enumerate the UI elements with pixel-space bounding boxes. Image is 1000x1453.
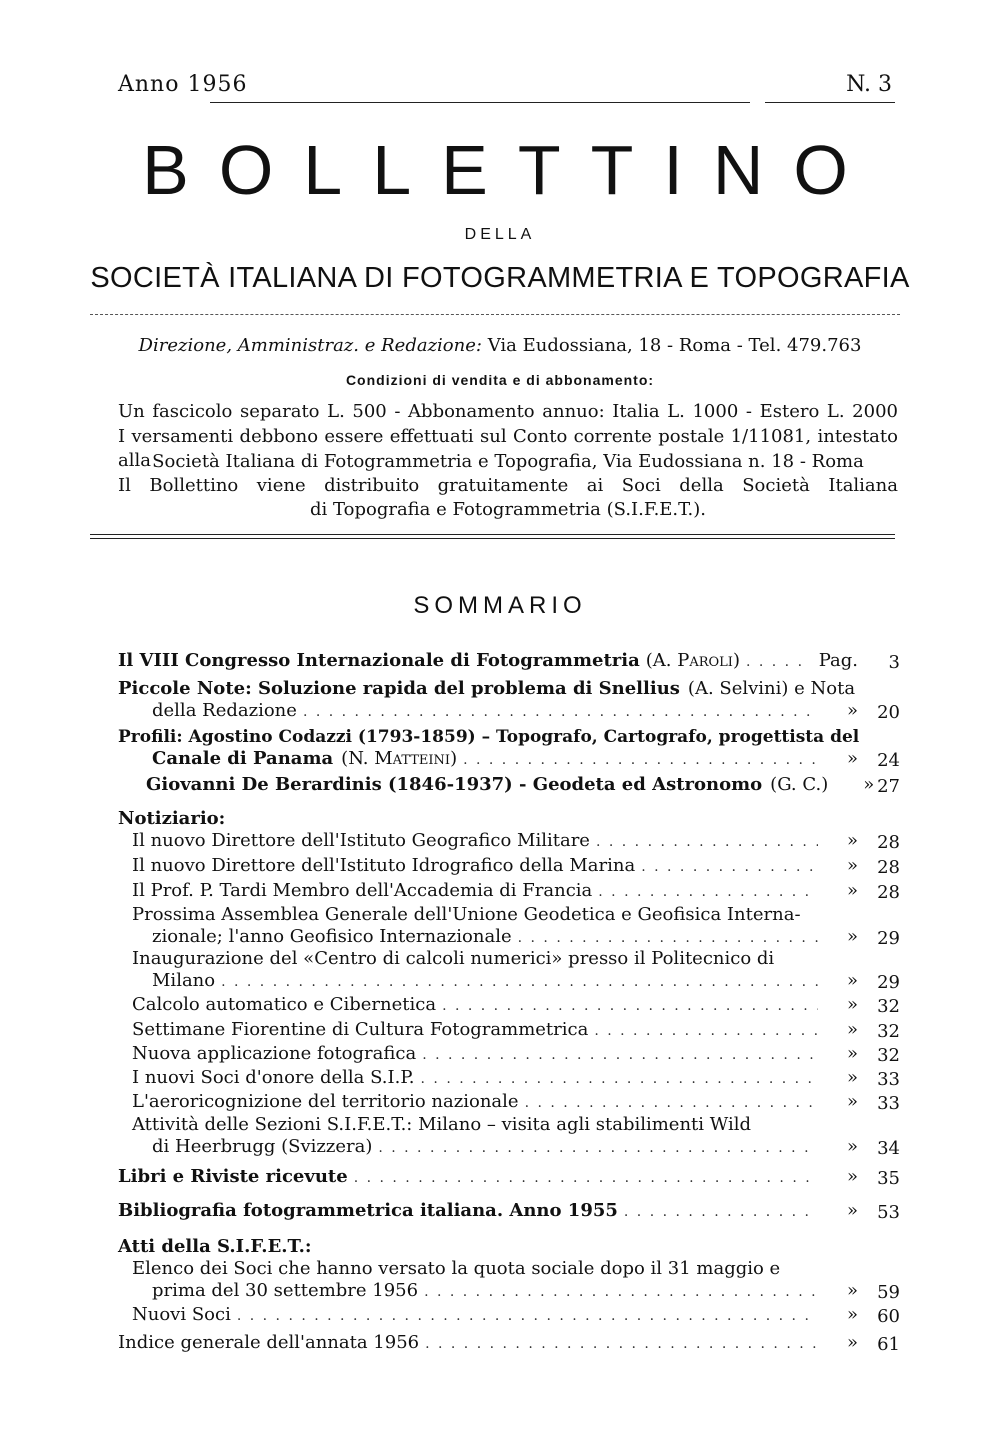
toc-entry-marker: Pag.	[818, 650, 858, 671]
toc-leader-dots	[354, 1167, 818, 1189]
toc-entry-marker: »	[846, 926, 858, 947]
toc-entry-title-cont: della Redazione	[152, 700, 297, 721]
conditions-line-4: Il Bollettino viene distribuito gratuitamente ai Soci della Società Italiana	[118, 475, 898, 496]
toc-leader-dots	[641, 856, 818, 878]
toc-entry	[132, 1258, 818, 1280]
toc-entry	[132, 855, 858, 878]
toc-page-number: 29	[877, 972, 900, 993]
toc-entry-marker: »	[846, 855, 858, 876]
toc-entry-marker: »	[846, 1019, 858, 1040]
toc-leader-dots	[378, 1137, 818, 1159]
toc-entry-author: (G. C.)	[770, 774, 829, 795]
toc-page-number: 28	[877, 832, 900, 853]
toc-entry	[132, 1043, 858, 1066]
issue-number: N. 3	[846, 72, 892, 97]
toc-leader-dots	[425, 1333, 818, 1355]
toc-entry-line	[152, 748, 858, 771]
toc-page-number: 53	[877, 1202, 900, 1223]
toc-entry-title: Calcolo automatico e Cibernetica	[132, 994, 437, 1015]
toc-entry-marker: »	[846, 1304, 858, 1325]
toc-entry	[118, 1332, 858, 1355]
toc-entry-author: (N. Matteini)	[341, 748, 458, 769]
toc-entry-marker: »	[846, 748, 858, 769]
toc-entry-title-cont: (A. Selvini) e Nota	[687, 678, 856, 699]
toc-leader-dots	[421, 1068, 818, 1090]
conditions-line-1: Un fascicolo separato L. 500 - Abbonamento annuo: Italia L. 1000 - Estero L. 2000	[118, 401, 898, 422]
toc-entry-marker: »	[846, 1136, 858, 1157]
sommario-title: SOMMARIO	[413, 592, 587, 619]
toc-entry-marker: »	[846, 1280, 858, 1301]
toc-entry-title: Indice generale dell'annata 1956	[118, 1332, 420, 1353]
conditions-line-3: Società Italiana di Fotogrammetria e Topografia, Via Eudossiana n. 18 - Roma	[152, 451, 864, 472]
toc-entry	[118, 726, 860, 748]
toc-leader-dots	[237, 1305, 818, 1327]
toc-leader-dots	[422, 1044, 818, 1066]
toc-entry-marker: »	[846, 830, 858, 851]
toc-leader-dots	[518, 927, 818, 949]
toc-leader-dots	[463, 749, 818, 771]
toc-entry-title: L'aeroricognizione del territorio nazionale	[132, 1091, 519, 1112]
toc-entry-line	[152, 1280, 858, 1303]
toc-entry-title: Il nuovo Direttore dell'Istituto Idrografico della Marina	[132, 855, 636, 876]
address-label: Direzione, Amministraz. e Redazione:	[138, 335, 482, 356]
toc-entry	[146, 774, 875, 797]
toc-entry-marker: »	[846, 1067, 858, 1088]
toc-page-number: 33	[877, 1069, 900, 1090]
address-value: Via Eudossiana, 18 - Roma - Tel. 479.763	[487, 335, 862, 356]
toc-page-number: 28	[877, 857, 900, 878]
toc-leader-dots	[424, 1281, 818, 1303]
toc-entry	[132, 1114, 818, 1136]
toc-entry-line	[152, 700, 858, 723]
toc-entry-title-cont: prima del 30 settembre 1956	[152, 1280, 419, 1301]
toc-entry-line	[152, 1136, 858, 1159]
society-name: SOCIETÀ ITALIANA DI FOTOGRAMMETRIA E TOPOGRAFIA	[90, 262, 910, 294]
conditions-line-2: I versamenti debbono essere effettuati sul Conto corrente postale 1/11081, intestato alla	[118, 426, 898, 471]
toc-entry-title: Giovanni De Berardinis (1846-1937) - Geodeta ed Astronomo	[146, 774, 763, 795]
conditions-title: Condizioni di vendita e di abbonamento:	[345, 372, 655, 388]
toc-entry-title-cont: Milano	[152, 970, 216, 991]
toc-page-number: 32	[877, 996, 900, 1017]
toc-entry-title: Profili: Agostino Codazzi (1793-1859) – Topografo, Cartografo, progettista del	[118, 727, 860, 747]
toc-leader-dots	[442, 995, 818, 1017]
toc-entry-marker: »	[846, 994, 858, 1015]
toc-entry	[132, 994, 858, 1017]
toc-leader-dots	[594, 1020, 818, 1042]
toc-leader-dots	[746, 651, 806, 673]
journal-title: BOLLETTINO	[142, 131, 878, 209]
toc-entry-marker: »	[863, 774, 875, 795]
toc-page-number: 33	[877, 1093, 900, 1114]
toc-entry-title: Nuova applicazione fotografica	[132, 1043, 417, 1064]
toc-entry	[118, 678, 856, 700]
toc-page-number: 29	[877, 928, 900, 949]
toc-leader-dots	[525, 1092, 818, 1114]
issue-year: Anno 1956	[118, 72, 248, 97]
toc-leader-dots	[596, 831, 818, 853]
toc-entry-marker: »	[846, 1166, 858, 1187]
toc-page-number: 20	[877, 702, 900, 723]
toc-entry	[118, 1166, 858, 1189]
toc-entry-line	[152, 970, 858, 993]
toc-entry-marker: »	[846, 1332, 858, 1353]
toc-entry	[132, 830, 858, 853]
toc-entry-title: Libri e Riviste ricevute	[118, 1166, 348, 1187]
toc-entry-title: I nuovi Soci d'onore della S.I.P.	[132, 1067, 415, 1088]
toc-entry-title-cont: zionale; l'anno Geofisico Internazionale	[152, 926, 512, 947]
toc-entry-marker: »	[846, 880, 858, 901]
toc-entry-title: Il Prof. P. Tardi Membro dell'Accademia di Francia	[132, 880, 593, 901]
toc-section-heading: Notiziario:	[118, 808, 226, 829]
toc-page-number: 32	[877, 1021, 900, 1042]
toc-page-number: 32	[877, 1045, 900, 1066]
toc-entry-title: Bibliografia fotogrammetrica italiana. Anno 1955	[118, 1200, 618, 1221]
toc-entry	[132, 904, 812, 926]
toc-entry-title: Prossima Assemblea Generale dell'Unione Geodetica e Geofisica Interna-	[132, 904, 801, 925]
toc-entry-title-cont: Canale di Panama	[152, 748, 334, 769]
toc-entry-title: Il VIII Congresso Internazionale di Fotogrammetria	[118, 650, 640, 671]
toc-entry-marker: »	[846, 1091, 858, 1112]
toc-entry	[118, 1200, 858, 1223]
toc-entry-author: (A. Paroli)	[645, 650, 740, 671]
toc-leader-dots	[624, 1201, 818, 1223]
toc-entry-marker: »	[846, 1200, 858, 1221]
toc-entry	[132, 880, 858, 903]
toc-entry-title: Inaugurazione del «Centro di calcoli numerici» presso il Politecnico di	[132, 948, 775, 969]
toc-entry	[132, 1304, 858, 1327]
toc-entry-title: Nuovi Soci	[132, 1304, 231, 1325]
toc-leader-dots	[303, 701, 818, 723]
toc-page-number: 24	[877, 750, 900, 771]
toc-entry-marker: »	[846, 1043, 858, 1064]
toc-page-number: 27	[877, 776, 900, 797]
toc-entry-line	[152, 926, 858, 949]
toc-entry	[132, 1019, 858, 1042]
toc-page-number: 28	[877, 882, 900, 903]
toc-page-number: 59	[877, 1282, 900, 1303]
toc-entry-title: Settimane Fiorentine di Cultura Fotogrammetrica	[132, 1019, 589, 1040]
toc-page-number: 35	[877, 1168, 900, 1189]
toc-entry	[132, 948, 812, 970]
toc-page-number: 3	[888, 652, 900, 673]
toc-entry-marker: »	[846, 700, 858, 721]
toc-leader-dots	[598, 881, 818, 903]
toc-page-number: 61	[877, 1334, 900, 1355]
toc-page-number: 60	[877, 1306, 900, 1327]
toc-entry	[132, 1091, 858, 1114]
toc-entry-title-cont: di Heerbrugg (Svizzera)	[152, 1136, 373, 1157]
toc-page-number: 34	[877, 1138, 900, 1159]
toc-entry-title: Il nuovo Direttore dell'Istituto Geografico Militare	[132, 830, 590, 851]
toc-section-heading: Atti della S.I.F.E.T.:	[118, 1236, 312, 1257]
toc-entry-title: Piccole Note: Soluzione rapida del problema di Snellius	[118, 678, 680, 699]
toc-entry	[132, 1067, 858, 1090]
toc-entry-title: Elenco dei Soci che hanno versato la quota sociale dopo il 31 maggio e	[132, 1258, 781, 1279]
conditions-line-5: di Topografia e Fotogrammetria (S.I.F.E.T.).	[310, 499, 706, 520]
della-label: DELLA	[464, 226, 536, 243]
toc-entry	[118, 650, 858, 673]
toc-entry-marker: »	[846, 970, 858, 991]
toc-entry-title: Attività delle Sezioni S.I.F.E.T.: Milano – visita agli stabilimenti Wild	[132, 1114, 751, 1135]
toc-leader-dots	[221, 971, 818, 993]
